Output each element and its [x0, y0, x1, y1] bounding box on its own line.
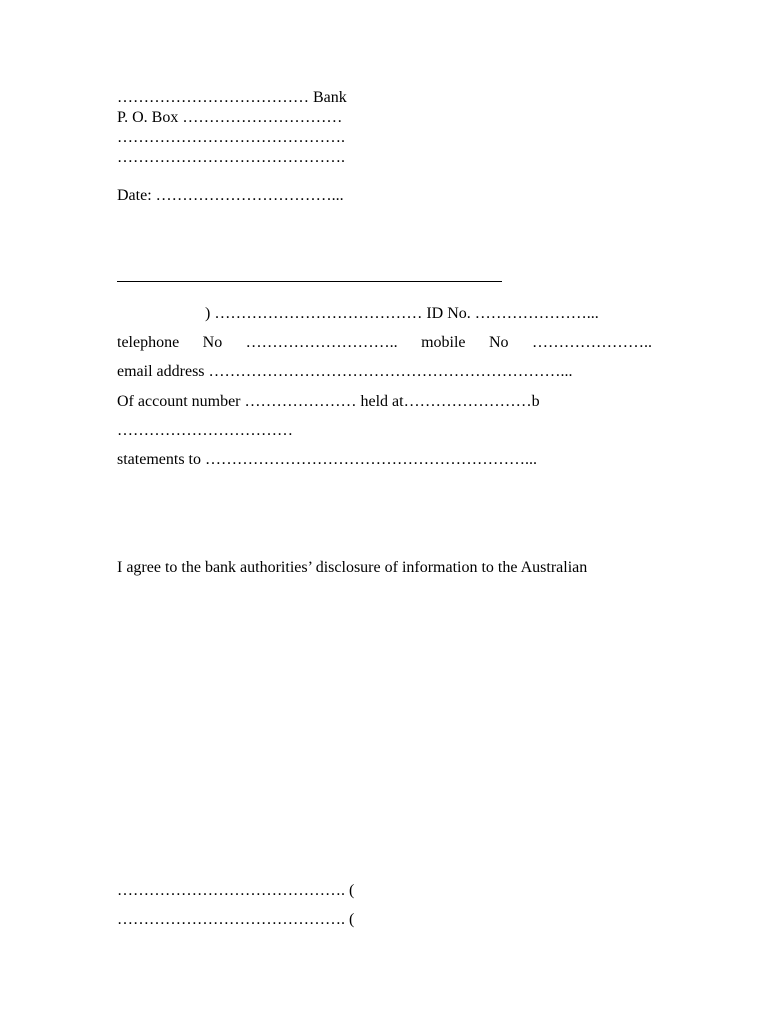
- po-box-line: P. O. Box …………………………: [117, 109, 343, 126]
- account-number-line: Of account number ………………… held at……………………b: [117, 393, 540, 410]
- statements-to-line: statements to ……………………………………………………...: [117, 451, 537, 468]
- telephone-mobile-row: [117, 333, 652, 353]
- signature-line-1: ……………………………………. (: [117, 882, 355, 899]
- mobile-label: mobile: [421, 334, 466, 351]
- date-line: Date: ……………………………...: [117, 187, 344, 204]
- mobile-dots: …………………..: [531, 334, 652, 351]
- address-line-2: …………………………………….: [117, 149, 345, 166]
- mobile-no-label: No: [488, 334, 509, 351]
- signature-line-2: ……………………………………. (: [117, 911, 355, 928]
- address-line-1: …………………………………….: [117, 129, 345, 146]
- telephone-no-label: No: [202, 334, 223, 351]
- id-number-line: ) ………………………………… ID No. …………………...: [205, 305, 599, 322]
- email-address-line: email address …………………………………………………………...: [117, 363, 573, 380]
- subject-underline: [117, 281, 502, 282]
- consent-text: I agree to the bank authorities’ disclosure of information to the Australian: [117, 559, 588, 576]
- account-continuation-line: ……………………………: [117, 422, 293, 439]
- telephone-dots: ………………………..: [245, 334, 398, 351]
- bank-name-line: ……………………………… Bank: [117, 89, 347, 106]
- telephone-label: telephone: [117, 334, 180, 351]
